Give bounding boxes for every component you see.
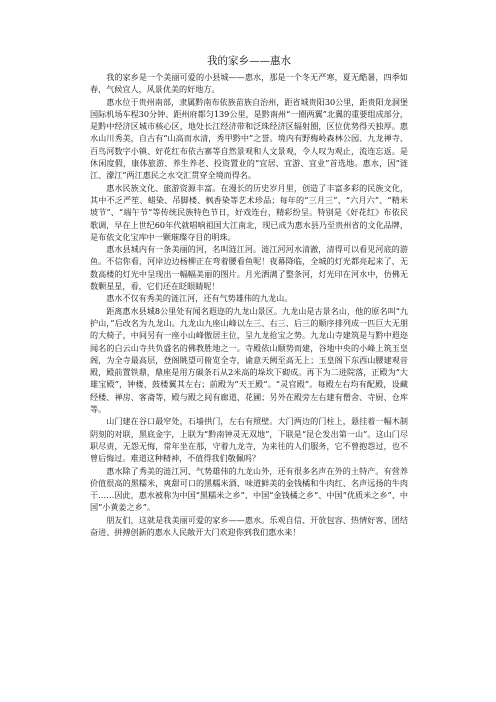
paragraph-transition: 惠水不仅有秀美的涟江河，还有气势雄伟的九龙山。 (106, 293, 293, 304)
paragraph-mountain-gate: 山门建在谷口最窄处，石墙拱门，左右有照壁。大门两边的门柱上，悬挂着一幅木制阴刻的对联，黑底金字，上联为“黔南钟灵无双地”，下联是“昆仑发出第一山”。这山门尽职尽责，无怨无悔，常年坐在那，守着九龙寺，为来往的人们服务，它不曾抱怨过，也不曾后悔过。难道这种精神，不值得我们敬佩吗？ (90, 416, 408, 464)
paragraph-culture: 惠水民族文化、旅游资源丰富。在漫长的历史岁月里，创造了丰富多彩的民族文化，其中不乏严笙、蜡染、吊脚楼、枫香染等艺术珍品；每年的“三月三”、“六月六”、“精米坡节”、“端午节”等传统民族特色节日，好戏连台，精彩纷呈。特别是《好花红》布依民歌调，早在上世纪60年代就唱响祖国大江南北，现已成为惠水县乃至贵州省的文化品牌，是布依文化宝库中一颗璀璨夺目的明珠。 (90, 182, 408, 242)
document-page (90, 54, 408, 538)
paragraph-river: 惠水县城内有一条美丽的河，名叫涟江河。涟江河河水清澈，清得可以看见河底的游鱼。不信你看，河岸边边杨柳正在弯着腰看鱼呢！夜幕降临，全城的灯光都亮起来了，无数高楼的灯光中呈现出一幅幅美丽的图片。月光洒满了整条河，灯光印在河水中，仿佛无数颗星星，看，它们还在眨眼睛呢！ (90, 244, 408, 292)
paragraph-closing: 朋友们，这就是我美丽可爱的家乡——惠水。乐观自信、开放包容、热情好客、团结奋进、拼搏创新的惠水人民敞开大门欢迎你到我们惠水来！ (90, 514, 408, 537)
paragraph-intro: 我的家乡是一个美丽可爱的小县城——惠水，那是一个冬无严寒，夏无酷暑，四季如春，气候宜人，风景优美的好地方。 (90, 72, 408, 95)
document-title: 我的家乡——惠水 (207, 55, 291, 67)
paragraph-specialties: 惠水除了秀美的涟江河、气势雄伟的九龙山外，还有很多名声在外的土特产。有营养价值很高的黑糯米，爽甜可口的黑糯米酒、味道鲜美的金钱橘和牛肉红、名声远扬的牛肉干……因此，惠水被称为中国“黑糯米之乡”、中国“金钱橘之乡”、中国“优质米之乡”、中国“小黄姜之乡”。 (90, 465, 408, 513)
paragraph-jiulong-mountain: 距离惠水县城8公里处有闻名遐迩的九龙山景区。九龙山是古景名山，他的原名叫“九护山，”后改名为九龙山。九龙山九座山峰以左三、右三、后三的顺序排列成一匹巨大无朋的大椅子，中间另有一座小山峰傲居主位，呈九龙抢宝之势。九龙山寺建筑是与黔中遐迩闻名的白云山寺共负盛名的佛教胜地之一。寺殿依山顺势而建，谷地中央的小峰上筑玉皇阁，为全寺最高层，登阁眺望可俯览全寺，谕意天阙至高无上；玉皇阁下东西山腰建观音殿，殿前置铁鼎，鼎座是用方碳条石从2米高的垛坎下砌成。再下为二进院落，正殿为“大雄宝殿”，钟楼、鼓楼翼其左右；前殿为“天王殿”。“灵官殿”。每殿左右均有配殿，设藏经楼、禅房、客斋等，殿与殿之间有廊道、花圃；另外在殿旁左右建有僧舍、寺厨、仓库等。 (90, 305, 408, 415)
paragraph-location: 惠水位于贵州南部，隶属黔南布依族苗族自治州，距省城贵阳30公里，距贵阳龙洞堡国际机场车程30分钟、距州府都匀139公里，是黔南州“一圈两翼”北翼的重要组成部分，是黔中经济区城市核心区，地处长江经济带和泛珠经济区辐射圈，区位优势得天独厚。惠水山川秀美，自古有“山高而水清，秀甲黔中”之誉。境内有野梅岭森林公园、九龙禅寺、百鸟河数字小镇、好花红布依古寨等自然景观和人文景观，令人叹为观止，流连忘返。是休闲度假，康体旅游、养生养老、投资置业的“宜居、宜游、宜业”首选地。惠水，因“涟江、濛江”两江惠民之水交汇贯穿全境而得名。 (90, 96, 408, 181)
